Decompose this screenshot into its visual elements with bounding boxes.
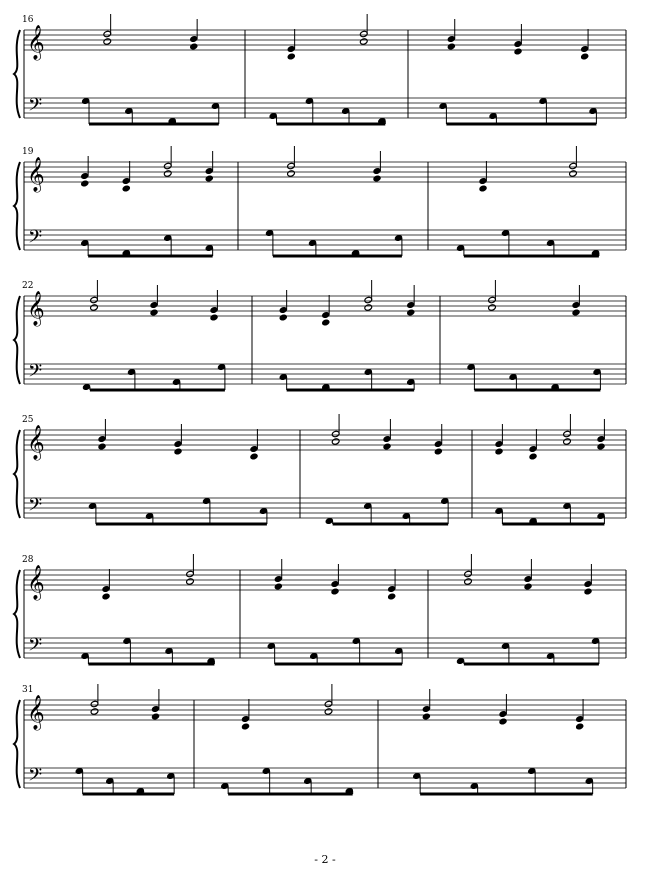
treble-staff: [24, 30, 626, 50]
note-head: [331, 588, 340, 595]
note-head: [90, 708, 99, 715]
note-head: [529, 453, 538, 460]
note-head: [580, 53, 589, 60]
note-head: [321, 319, 330, 326]
music-system: [14, 146, 626, 257]
note-head: [210, 314, 219, 321]
brace: [14, 296, 20, 384]
note-head: [359, 38, 368, 45]
note-head: [575, 723, 584, 730]
note-head: [572, 309, 581, 316]
measure-number: 28: [22, 555, 34, 565]
note-head: [279, 314, 288, 321]
note-head: [186, 578, 195, 585]
measure-number: 31: [22, 685, 34, 695]
note-head: [287, 53, 296, 60]
note-head: [103, 38, 112, 45]
note-head: [447, 43, 456, 50]
bass-staff: [24, 230, 626, 250]
note-head: [98, 443, 107, 450]
brace: [14, 700, 20, 788]
note-head: [163, 170, 172, 177]
systems-layer: [14, 14, 626, 795]
bass-clef-icon: 𝄢: [28, 635, 43, 660]
note-head: [151, 713, 160, 720]
music-system: [14, 280, 626, 391]
measure-number: 22: [22, 281, 34, 291]
note-head: [331, 438, 340, 445]
music-system: [14, 684, 626, 795]
bass-clef-icon: 𝄢: [28, 95, 43, 120]
note-head: [563, 438, 572, 445]
bass-staff: [24, 98, 626, 118]
note-head: [90, 304, 99, 311]
bass-clef-icon: 𝄢: [28, 495, 43, 520]
note-head: [597, 443, 606, 450]
note-head: [584, 588, 593, 595]
treble-clef-icon: 𝄞: [27, 157, 45, 192]
bass-staff: [24, 768, 626, 788]
note-head: [569, 170, 578, 177]
note-head: [383, 443, 392, 450]
treble-clef-icon: 𝄞: [27, 291, 45, 326]
note-head: [189, 43, 198, 50]
measure-number: 16: [22, 15, 34, 25]
measure-number: 19: [22, 147, 34, 157]
note-head: [387, 593, 396, 600]
treble-clef-icon: 𝄞: [27, 25, 45, 60]
note-head: [150, 309, 159, 316]
note-head: [122, 185, 131, 192]
music-system: [14, 14, 626, 125]
note-head: [479, 185, 488, 192]
bass-clef-icon: 𝄢: [28, 765, 43, 790]
note-head: [102, 593, 111, 600]
treble-clef-icon: 𝄞: [27, 695, 45, 730]
note-head: [464, 578, 473, 585]
measure-number: 25: [22, 415, 34, 425]
bass-staff: [24, 498, 626, 518]
note-head: [250, 453, 259, 460]
brace: [14, 162, 20, 250]
brace: [14, 430, 20, 518]
treble-staff: [24, 162, 626, 182]
note-head: [422, 713, 431, 720]
note-head: [499, 718, 508, 725]
note-head: [488, 304, 497, 311]
brace: [14, 30, 20, 118]
bass-staff: [24, 364, 626, 384]
note-head: [364, 304, 373, 311]
treble-staff: [24, 570, 626, 590]
note-head: [205, 175, 214, 182]
page-number: - 2 -: [314, 853, 336, 866]
note-head: [80, 180, 89, 187]
brace: [14, 570, 20, 658]
note-head: [287, 170, 296, 177]
note-head: [514, 48, 523, 55]
note-head: [324, 708, 333, 715]
note-head: [241, 723, 250, 730]
note-head: [495, 448, 504, 455]
note-head: [373, 175, 382, 182]
note-head: [174, 448, 183, 455]
music-system: [14, 554, 626, 665]
note-head: [406, 309, 415, 316]
music-system: [14, 414, 626, 525]
treble-clef-icon: 𝄞: [27, 425, 45, 460]
bass-clef-icon: 𝄢: [28, 361, 43, 386]
treble-clef-icon: 𝄞: [27, 565, 45, 600]
bass-clef-icon: 𝄢: [28, 227, 43, 252]
note-head: [524, 583, 533, 590]
note-head: [434, 448, 443, 455]
note-head: [274, 583, 283, 590]
bass-staff: [24, 638, 626, 658]
